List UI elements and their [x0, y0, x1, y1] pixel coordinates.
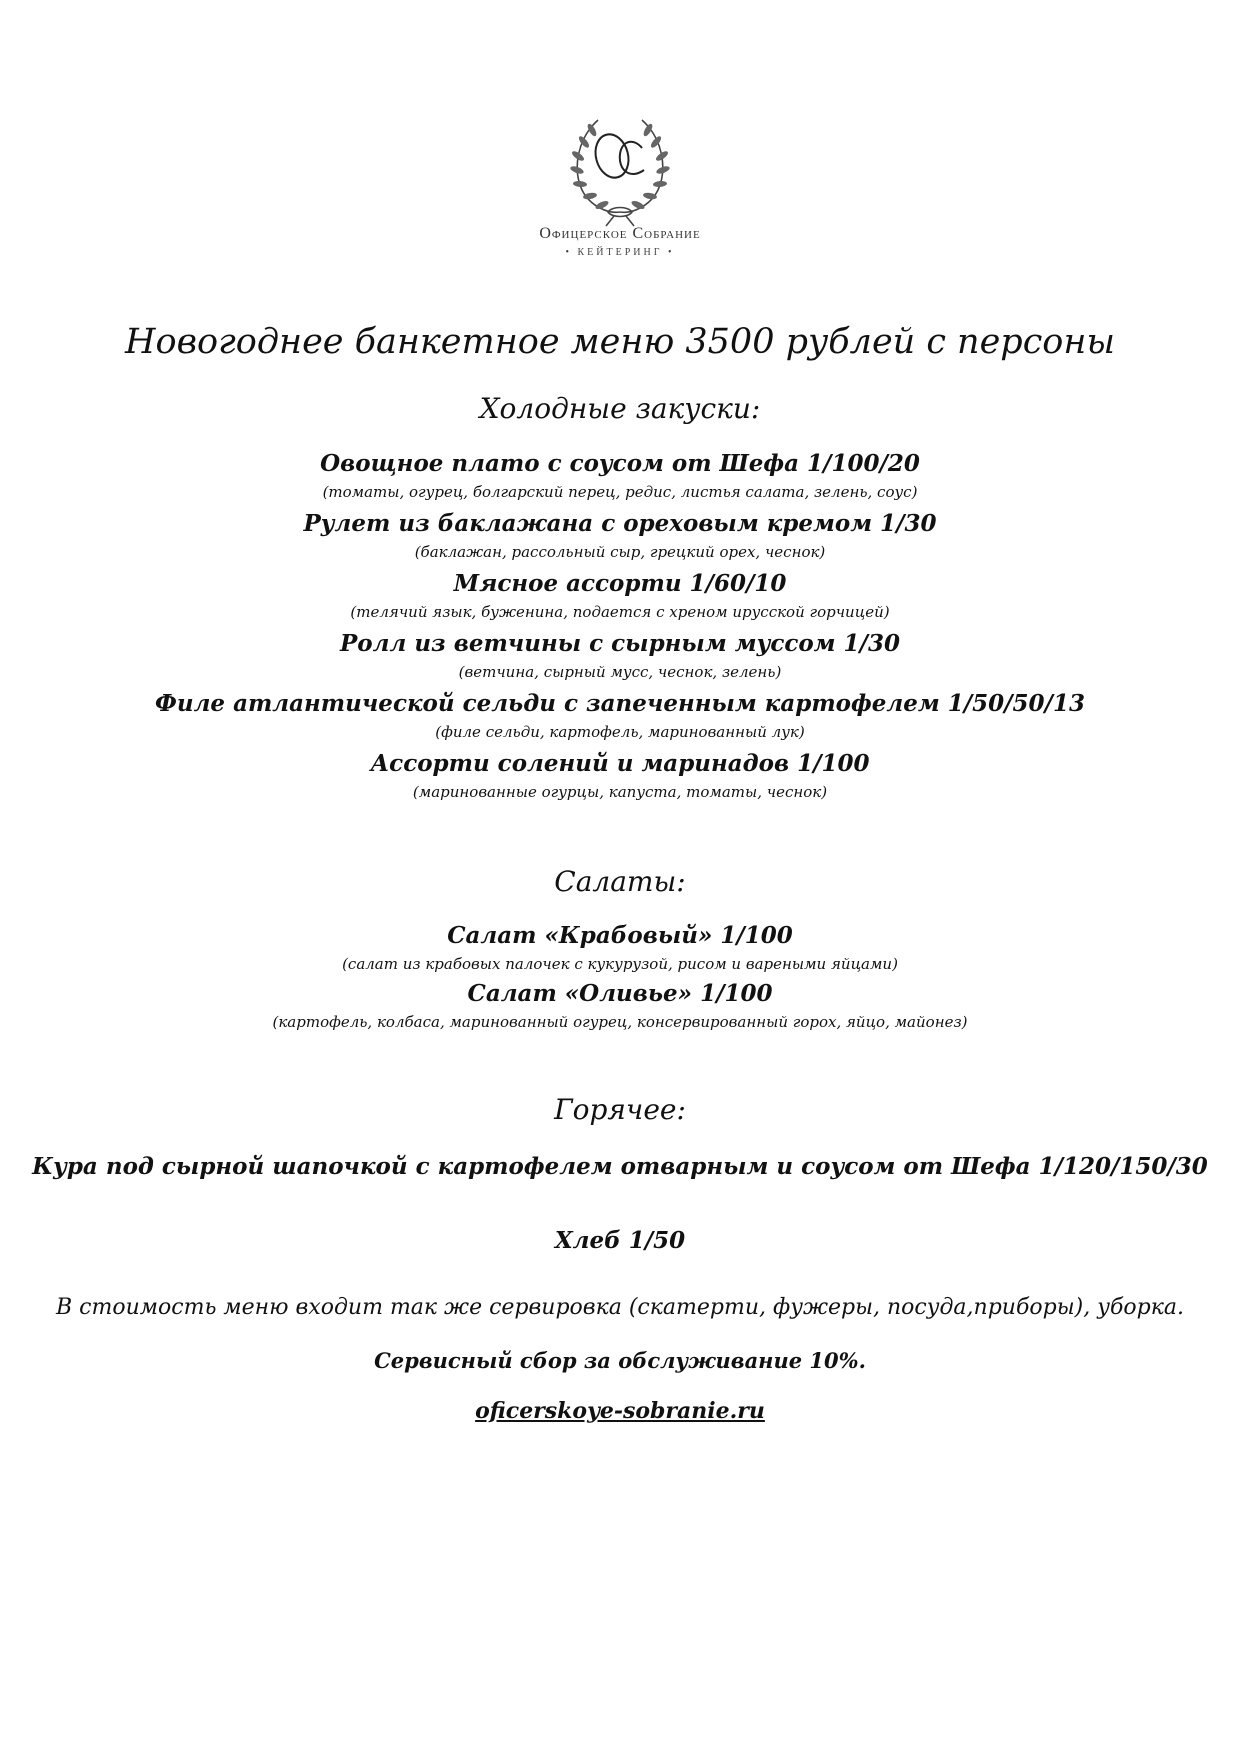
dish-description: (баклажан, рассольный сыр, грецкий орех, чеснок): [414, 543, 826, 561]
dish-description: (ветчина, сырный мусс, чеснок, зелень): [458, 663, 782, 681]
dish-name: Мясное ассорти 1/60/10: [453, 570, 787, 597]
laurel-logo-icon: [520, 108, 720, 268]
dish-name: Ролл из ветчины с сырным муссом 1/30: [340, 630, 900, 657]
dish-name: Салат «Крабовый» 1/100: [447, 922, 793, 949]
dish-name: Кура под сырной шапочкой с картофелем отварным и соусом от Шефа 1/120/150/30: [32, 1153, 1208, 1180]
section-heading-hot: Горячее:: [554, 1093, 686, 1126]
dish-name: Ассорти солений и маринадов 1/100: [370, 750, 870, 777]
website-link[interactable]: oficerskoye-sobranie.ru: [475, 1398, 765, 1424]
menu-title: Новогоднее банкетное меню 3500 рублей с персоны: [125, 322, 1115, 362]
section-heading-salads: Салаты:: [554, 865, 686, 898]
dish-description: (картофель, колбаса, маринованный огурец, консервированный горох, яйцо, майонез): [272, 1013, 968, 1031]
brand-subtitle: • КЕЙТЕРИНГ •: [565, 247, 675, 258]
website-link-container: [0, 1398, 1240, 1424]
dish-name: Рулет из баклажана с ореховым кремом 1/30: [303, 510, 937, 537]
dish-description: (томаты, огурец, болгарский перец, редис, листья салата, зелень, соус): [322, 483, 918, 501]
dish-name: Филе атлантической сельди с запеченным картофелем 1/50/50/13: [155, 690, 1085, 717]
dish-description: (маринованные огурцы, капуста, томаты, чеснок): [412, 783, 828, 801]
dish-description: (филе сельди, картофель, маринованный лук): [435, 723, 805, 741]
dish-name: Овощное плато с соусом от Шефа 1/100/20: [320, 450, 920, 477]
service-fee: Сервисный сбор за обслуживание 10%.: [374, 1348, 866, 1373]
service-note: В стоимость меню входит так же сервировка (скатерти, фужеры, посуда,приборы), уборка.: [56, 1295, 1184, 1320]
brand-name: Офицерское Собрание: [539, 225, 701, 242]
dish-name: Салат «Оливье» 1/100: [467, 980, 773, 1007]
dish-description: (телячий язык, буженина, подается с хреном ирусской горчицей): [350, 603, 890, 621]
section-heading-cold: Холодные закуски:: [479, 392, 761, 425]
bread-item: Хлеб 1/50: [554, 1227, 686, 1254]
dish-description: (салат из крабовых палочек с кукурузой, рисом и вареными яйцами): [342, 955, 898, 973]
